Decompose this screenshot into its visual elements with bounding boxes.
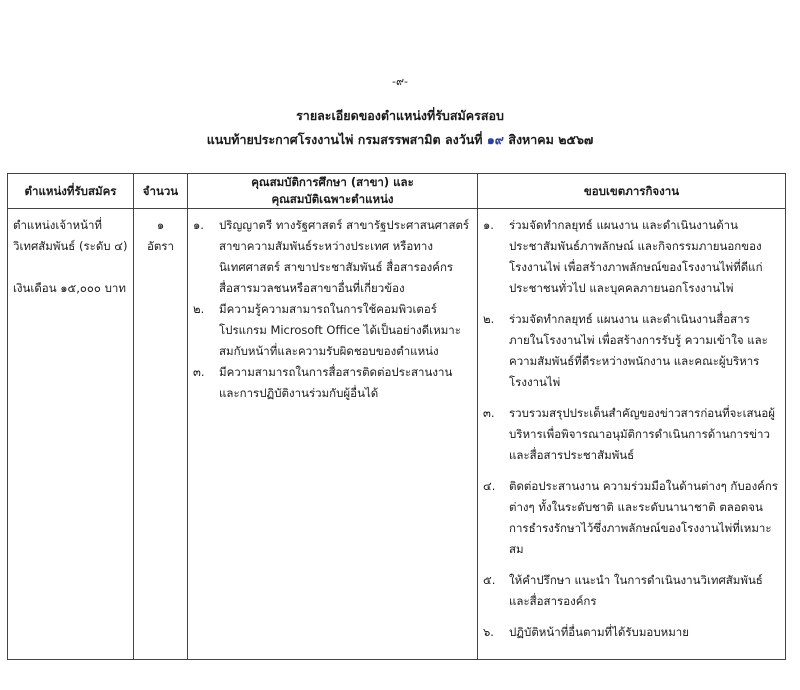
header-scope: ขอบเขตภารกิจงาน [478, 174, 786, 209]
subtitle-suffix: สิงหาคม ๒๕๖๗ [503, 132, 594, 147]
position-title: ตำแหน่งเจ้าหน้าที่วิเทศสัมพันธ์ (ระดับ ๔) [13, 218, 128, 253]
list-item: ๒. มีความรู้ความสามารถในการใช้คอมพิวเตอร์โปรแกรม Microsoft Office ได้เป็นอย่างดีเหมาะสมกับหน้าที่และความรับผิดชอบของตำแหน่ง [193, 302, 461, 358]
list-item: ๓. มีความสามารถในการสื่อสารติดต่อประสานงานและการปฏิบัติงานร่วมกับผู้อื่นได้ [193, 365, 453, 400]
header-position: ตำแหน่งที่รับสมัคร [8, 174, 134, 209]
position-table [7, 173, 786, 660]
qualifications-cell [188, 209, 478, 660]
document-subtitle [0, 130, 800, 150]
scope-list [483, 215, 780, 643]
header-qualifications: คุณสมบัติการศึกษา (สาขา) และ คุณสมบัติเฉพาะตำแหน่ง [188, 174, 478, 209]
list-item: ๑. ร่วมจัดทำกลยุทธ์ แผนงาน และดำเนินงานด้านประชาสัมพันธ์ภาพลักษณ์ และกิจกรรมภายนอกของโรงงานไพ่ เพื่อสร้างภาพลักษณ์ของโรงงานไพ่ที่ดีแก่ประชาชนทั่วไป และบุคคลภายนอกโรงงานไพ่ [483, 218, 763, 295]
subtitle-prefix: แนบท้ายประกาศโรงงานไพ่ กรมสรรพสามิต ลงวันที่ [206, 132, 487, 147]
page-number: -๙- [392, 75, 408, 88]
document-title: รายละเอียดของตำแหน่งที่รับสมัครสอบ [296, 108, 504, 123]
count-number: ๑ [156, 218, 165, 232]
list-item: ๑. ปริญญาตรี ทางรัฐศาสตร์ สาขารัฐประศาสนศาสตร์ สาขาความสัมพันธ์ระหว่างประเทศ หรือทางนิเทศศาสตร์ สาขาประชาสัมพันธ์ สื่อสารองค์กร สื่อสารมวลชนหรือสาขาอื่นที่เกี่ยวข้อง [193, 218, 470, 295]
count-cell [134, 209, 188, 660]
position-cell [8, 209, 134, 660]
list-item: ๓. รวบรวมสรุปประเด็นสำคัญของข่าวสารก่อนที่จะเสนอผู้บริหารเพื่อพิจารณาอนุมัติการดำเนินการด้านการข่าวและสื่อสารประชาสัมพันธ์ [483, 406, 776, 462]
table-header-row [8, 174, 786, 209]
salary: เงินเดือน ๑๕,๐๐๐ บาท [13, 281, 126, 295]
count-unit: อัตรา [146, 239, 174, 253]
list-item: ๒. ร่วมจัดทำกลยุทธ์ แผนงาน และดำเนินงานสื่อสารภายในโรงงานไพ่ เพื่อสร้างการรับรู้ ความเข้าใจ และความสัมพันธ์ที่ดีระหว่างพนักงาน และคณะผู้บริหารโรงงานไพ่ [483, 312, 768, 389]
subtitle-day: ๑๙ [486, 132, 504, 147]
scope-cell [478, 209, 786, 660]
list-item: ๖. ปฏิบัติหน้าที่อื่นตามที่ได้รับมอบหมาย [483, 625, 689, 639]
list-item: ๕. ให้คำปรึกษา แนะนำ ในการดำเนินงานวิเทศสัมพันธ์และสื่อสารองค์กร [483, 573, 763, 608]
table-row [8, 209, 786, 660]
qualifications-list [193, 215, 472, 404]
header-count: จำนวน [134, 174, 188, 209]
list-item: ๔. ติดต่อประสานงาน ความร่วมมือในด้านต่างๆ กับองค์กรต่างๆ ทั้งในระดับชาติ และระดับนานาชาติ ตลอดจนการธำรงรักษาไว้ซึ่งภาพลักษณ์ของโรงงานไพ่ที่เหมาะสม [483, 479, 779, 556]
